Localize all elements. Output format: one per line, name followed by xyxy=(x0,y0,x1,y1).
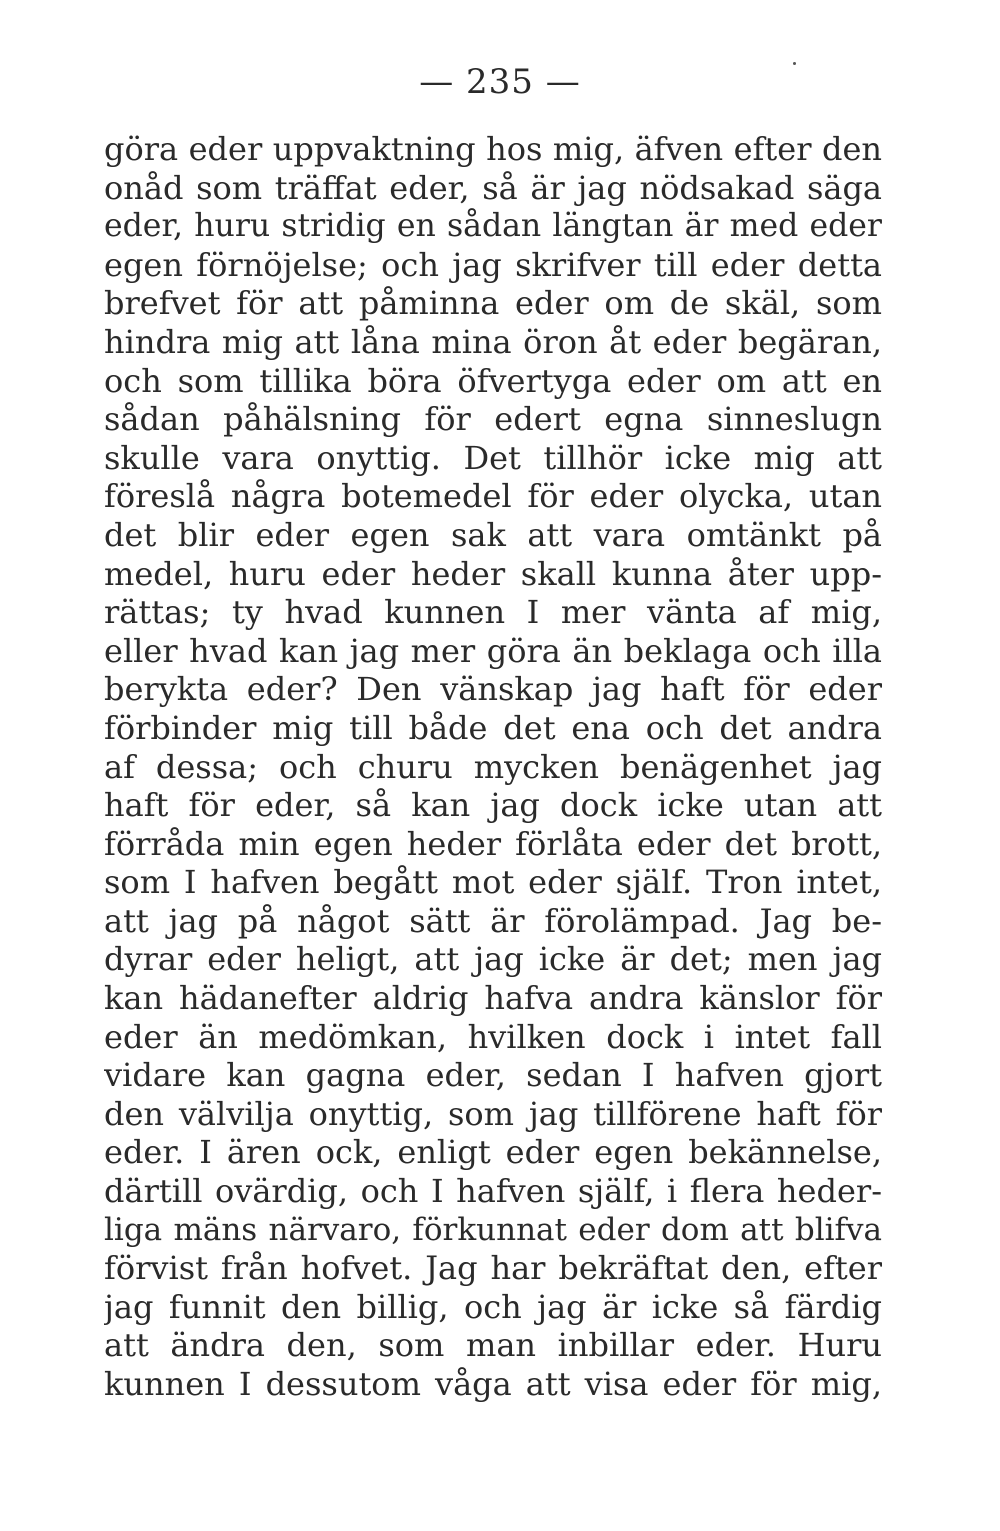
text-line: af dessa; och churu mycken benägenhet jag xyxy=(104,747,882,786)
ink-speck xyxy=(793,62,796,65)
text-line: skulle vara onyttig. Det tillhör icke mig att xyxy=(104,438,882,477)
text-line: liga mäns närvaro, förkunnat eder dom att blifva xyxy=(104,1211,882,1248)
text-line: hindra mig att låna mina öron åt eder begäran, xyxy=(104,322,882,361)
page-number: — 235 — xyxy=(419,62,581,102)
text-line: egen förnöjelse; och jag skrifver till eder detta xyxy=(104,245,882,284)
text-line: och som tillika böra öfvertyga eder om att en xyxy=(104,361,882,400)
text-line: jag funnit den billig, och jag är icke så färdig xyxy=(104,1287,882,1326)
text-line: medel, huru eder heder skall kunna åter upp- xyxy=(104,554,882,593)
text-line: kan hädanefter aldrig hafva andra känslor för xyxy=(104,979,882,1018)
text-line: kunnen I dessutom våga att visa eder för mig, xyxy=(104,1365,882,1403)
text-line: eder än medömkan, hvilken dock i intet fall xyxy=(104,1017,882,1056)
text-line: förbinder mig till både det ena och det andra xyxy=(104,708,882,747)
text-line: som I hafven begått mot eder själf. Tron intet, xyxy=(104,863,882,902)
text-line: eder, huru stridig en sådan längtan är med eder xyxy=(104,208,882,245)
text-line: det blir eder egen sak att vara omtänkt på xyxy=(104,515,882,554)
text-line: att jag på något sätt är förolämpad. Jag be- xyxy=(104,901,882,940)
text-line: förråda min egen heder förlåta eder det brott, xyxy=(104,824,882,863)
text-line: eller hvad kan jag mer göra än beklaga och illa xyxy=(104,631,882,670)
text-line: dyrar eder heligt, att jag icke är det; men jag xyxy=(104,940,882,979)
body-text xyxy=(104,130,882,1404)
text-line: haft för eder, så kan jag dock icke utan att xyxy=(104,786,882,825)
text-line: vidare kan gagna eder, sedan I hafven gjort xyxy=(104,1056,882,1095)
text-line: förvist från hofvet. Jag har bekräftat den, efter xyxy=(104,1249,882,1288)
text-line: sådan påhälsning för edert egna sinneslugn xyxy=(104,400,882,439)
text-line: onåd som träffat eder, så är jag nödsakad säga xyxy=(104,168,882,207)
text-line: rättas; ty hvad kunnen I mer vänta af mig, xyxy=(104,593,882,632)
text-line: att ändra den, som man inbillar eder. Huru xyxy=(104,1326,882,1365)
text-line: eder. I ären ock, enligt eder egen bekännelse, xyxy=(104,1133,882,1172)
text-line: brefvet för att påminna eder om de skäl, som xyxy=(104,284,882,323)
text-line: berykta eder? Den vänskap jag haft för eder xyxy=(104,670,882,709)
text-line: göra eder uppvaktning hos mig, äfven efter den xyxy=(104,130,882,168)
text-line: den välvilja onyttig, som jag tillförene haft för xyxy=(104,1094,882,1133)
text-line: därtill ovärdig, och I hafven själf, i flera heder- xyxy=(104,1172,882,1211)
text-line: föreslå några botemedel för eder olycka, utan xyxy=(104,477,882,516)
